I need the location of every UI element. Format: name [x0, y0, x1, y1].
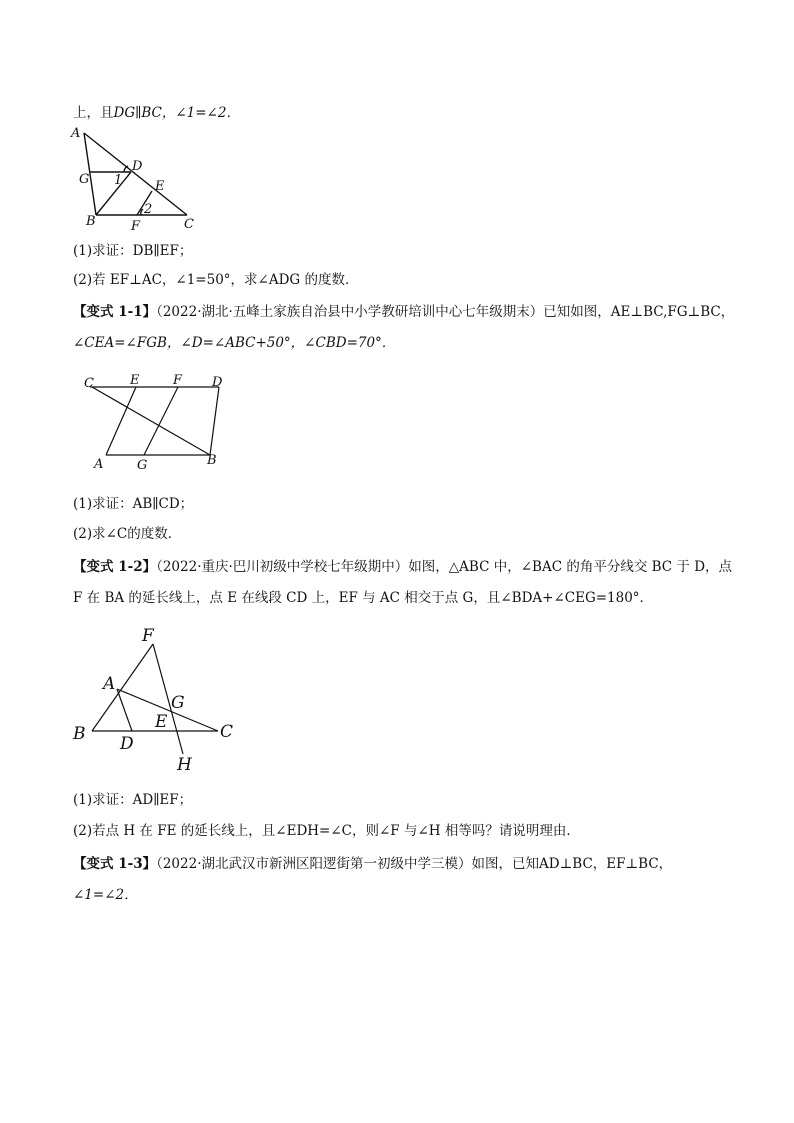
- fig1-label-a: A: [71, 126, 81, 141]
- v12-text: 如图，△ABC 中，∠BAC 的角平分线交 BC 于 D，点: [408, 559, 733, 575]
- v12-label-b: B: [73, 724, 86, 744]
- p1-question-1: (1)求证：DB∥EF；: [73, 243, 193, 259]
- v13-tag: 【变式 1-3】: [73, 856, 157, 872]
- v11-label-b: B: [207, 453, 217, 468]
- v12-label-a: A: [103, 674, 116, 694]
- v11-label-c: C: [84, 376, 94, 391]
- v12-line-bf: [92, 644, 153, 731]
- fig1-label-e: E: [155, 179, 165, 194]
- v12-question-2: (2)若点 H 在 FE 的延长线上，且∠EDH=∠C，则∠F 与∠H 相等吗？请说明理由．: [73, 823, 580, 839]
- v13-line2: ∠1=∠2．: [73, 887, 138, 903]
- v12-label-d: D: [120, 734, 134, 754]
- v12-label-g: G: [171, 693, 185, 713]
- v12-label-c: C: [220, 722, 234, 742]
- v12-label-e: E: [155, 712, 168, 732]
- fig1-label-f: F: [131, 219, 141, 234]
- v11-label-e: E: [130, 373, 140, 388]
- v12-source: （2022·重庆·巴川初级中学校七年级期中）: [156, 559, 409, 575]
- v13-text: 如图，已知AD⊥BC，EF⊥BC，: [471, 856, 673, 872]
- fig1-label-1: 1: [114, 173, 123, 188]
- v12-label-h: H: [177, 755, 192, 775]
- v12-line-ad: [117, 689, 132, 731]
- intro-condition: DG∥BC，∠1=∠2．: [113, 105, 240, 121]
- fig1-label-g: G: [79, 172, 90, 187]
- v12-line2: F 在 BA 的延长线上，点 E 在线段 CD 上，EF 与 AC 相交于点 G，且∠BDA+∠CEG=180°．: [73, 590, 654, 606]
- p1-question-2: (2)若 EF⊥AC，∠1=50°，求∠ADG 的度数．: [73, 272, 359, 288]
- v11-question-1: (1)求证：AB∥CD；: [73, 496, 194, 512]
- v11-question-2: (2)求∠C的度数．: [73, 526, 182, 542]
- v11-line2: ∠CEA=∠FGB，∠D=∠ABC+50°，∠CBD=70°．: [73, 335, 396, 351]
- fig1-label-d: D: [132, 159, 143, 174]
- v13-header: [73, 855, 672, 873]
- v11-source: （2022·湖北·五峰土家族自治县中小学教研培训中心七年级期末）: [156, 304, 544, 320]
- v13-source: （2022·湖北武汉市新洲区阳逻街第一初级中学三模）: [156, 856, 472, 872]
- v12-tag: 【变式 1-2】: [73, 559, 157, 575]
- fig1-label-b: B: [86, 214, 96, 229]
- fig1-label-c: C: [184, 217, 194, 232]
- v11-text: 已知如图，AE⊥BC,FG⊥BC，: [543, 304, 735, 320]
- v12-question-1: (1)求证：AD∥EF；: [73, 792, 193, 808]
- v11-label-g: G: [137, 458, 148, 473]
- v11-label-a: A: [94, 457, 104, 472]
- v11-label-d: D: [212, 375, 223, 390]
- intro-prefix: 上，且: [73, 105, 114, 121]
- v12-label-f: F: [142, 626, 154, 646]
- v11-tag: 【变式 1-1】: [73, 304, 157, 320]
- v11-label-f: F: [173, 373, 183, 388]
- fig1-label-2: 2: [144, 202, 153, 217]
